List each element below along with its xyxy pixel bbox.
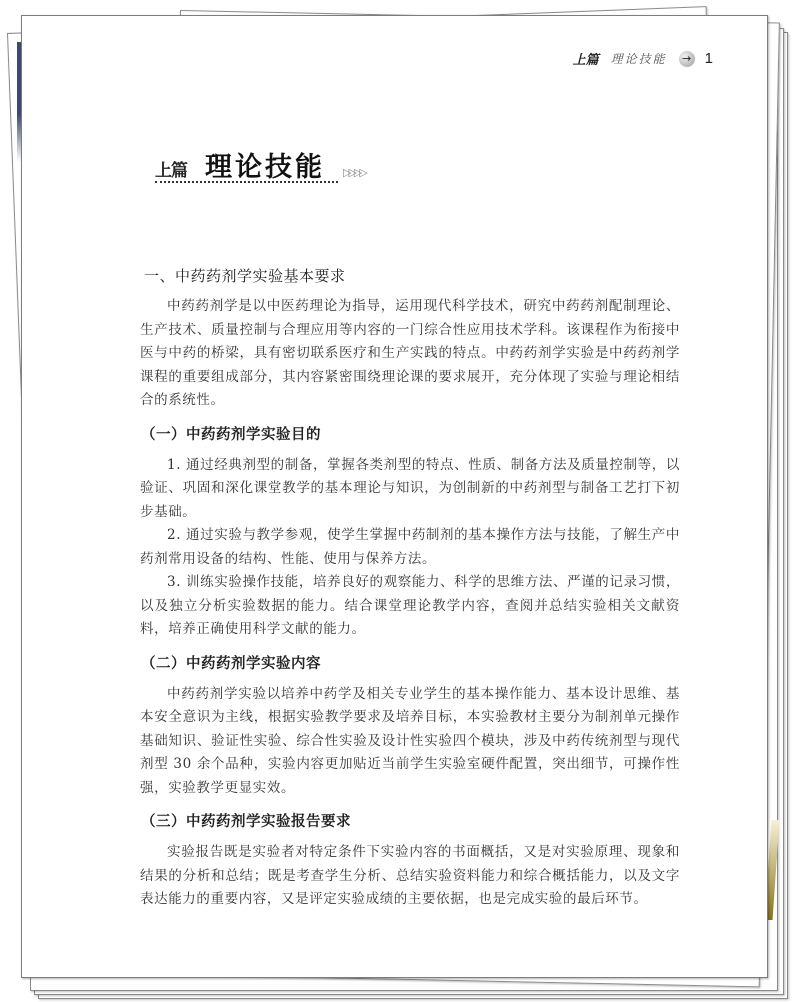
- part-heading: [155, 145, 365, 184]
- running-head-title: 理论技能: [610, 52, 667, 66]
- triangle-decoration-icon: ▷▷▷▷: [343, 166, 365, 179]
- dotted-underline: [155, 181, 338, 183]
- page-number: 1: [704, 50, 713, 67]
- running-head-part: 上篇: [572, 53, 599, 68]
- section-intro: 中药药剂学是以中医药理论为指导，运用现代科学技术，研究中药药剂配制理论、生产技术、质量控制与合理应用等内容的一门综合性应用技术学科。该课程作为衔接中医与中药的桥梁，具有密切联系医疗和生产实践的特点。中药药剂学实验是中药药剂学课程的重要组成部分，其内容紧密围绕理论课的要求展开，充分体现了实验与理论相结合的系统性。: [140, 298, 680, 408]
- report-paragraph: 实验报告既是实验者对特定条件下实验内容的书面概括，又是对实验原理、现象和结果的分析和总结；既是考查学生分析、总结实验资料能力和综合概括能力，以及文字表达能力的重要内容，又是评定实验成绩的主要依据，也是完成实验的最后环节。: [140, 844, 680, 907]
- part-title: 理论技能: [205, 152, 325, 183]
- running-head: [573, 49, 713, 68]
- section-heading: 一、中药药剂学实验基本要求: [144, 267, 346, 285]
- purpose-item-1: 1. 通过经典剂型的制备，掌握各类剂型的特点、性质、制备方法及质量控制等，以验证、巩固和深化课堂教学的基本理论与知识，为创制新的中药剂型与制备工艺打下初步基础。: [140, 456, 680, 520]
- arrow-right-icon: →: [679, 51, 695, 67]
- page-content: [140, 265, 680, 912]
- part-label: 上篇: [155, 161, 187, 181]
- purpose-item-2: 2. 通过实验与教学参观，使学生掌握中药制剂的基本操作方法与技能，了解生产中药剂常用设备的结构、性能、使用与保养方法。: [140, 527, 680, 567]
- content-paragraph: 中药药剂学实验以培养中药学及相关专业学生的基本操作能力、基本设计思维、基本安全意识为主线，根据实验教学要求及培养目标，本实验教材主要分为制剂单元操作基础知识、验证性实验、综合性实验及设计性实验四个模块，涉及中药传统剂型与现代剂型 30 余个品种，实验内容更加贴近当前学生实验室硬件配置，突出细节，可操作性强，实验教学更显实效。: [140, 685, 680, 796]
- subsection-heading-purpose: （一）中药药剂学实验目的: [141, 425, 321, 443]
- purpose-item-3: 3. 训练实验操作技能，培养良好的观察能力、科学的思维方法、严谨的记录习惯，以及独立分析实验数据的能力。结合课堂理论教学内容，查阅并总结实验相关文献资料，培养正确使用科学文献的能力。: [140, 574, 680, 637]
- subsection-heading-report: （三）中药药剂学实验报告要求: [141, 813, 351, 830]
- subsection-heading-content: （二）中药药剂学实验内容: [141, 654, 321, 672]
